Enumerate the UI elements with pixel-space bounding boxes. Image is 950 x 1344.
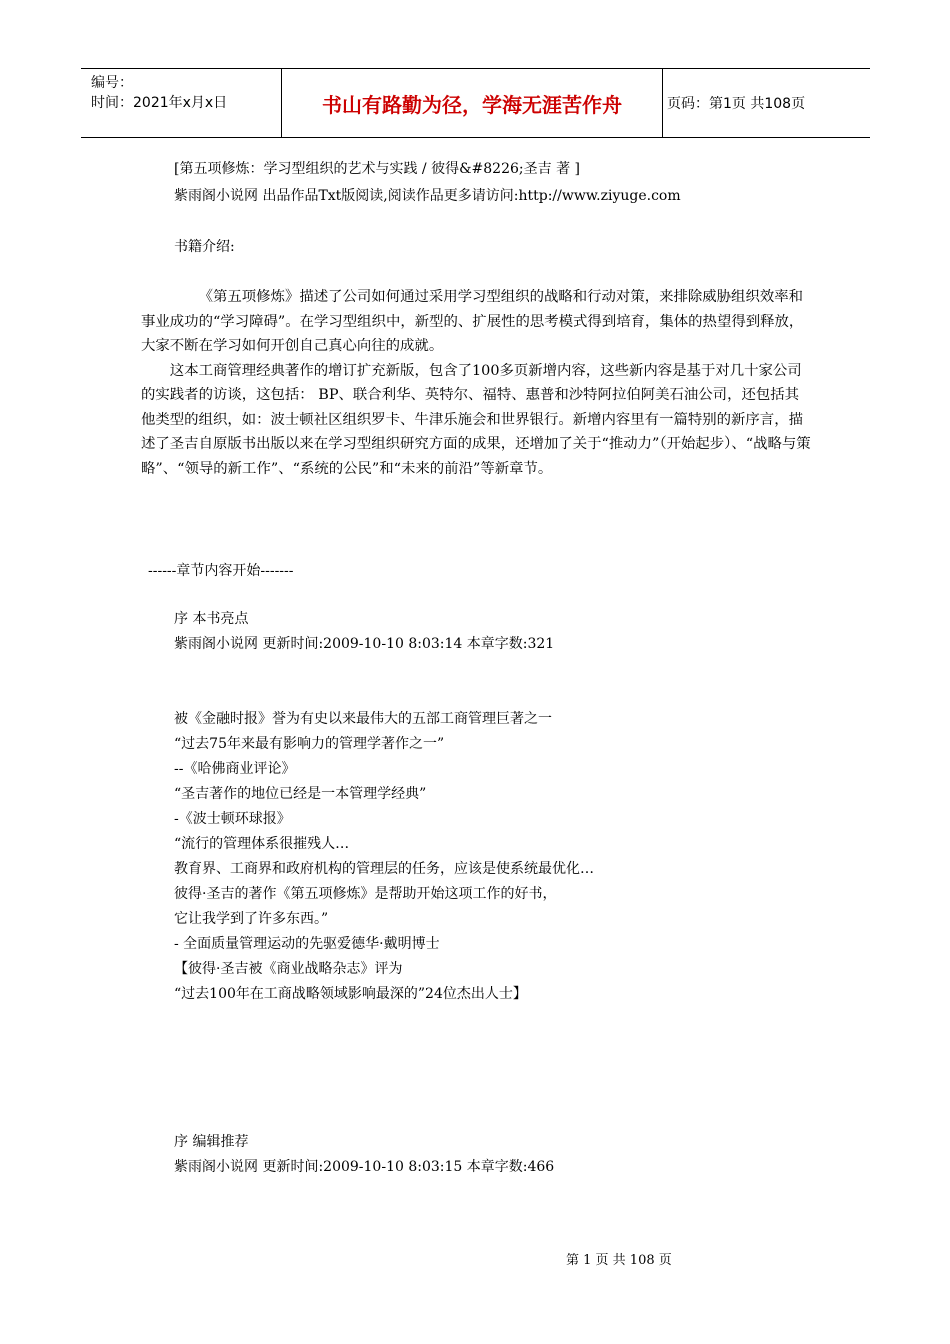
chapter-title: 序 本书亮点 [174,611,249,627]
highlight-line: 被《金融时报》誉为有史以来最伟大的五部工商管理巨著之一 [174,711,552,727]
intro-body [141,285,813,481]
header-motto: 书山有路勤为径，学海无涯苦作舟 [281,69,663,137]
highlight-line: “圣吉著作的地位已经是一本管理学经典” [174,786,427,802]
chapter-meta: 紫雨阁小说网 更新时间:2009-10-10 8:03:15 本章字数:466 [174,1159,555,1175]
intro-paragraph: 《第五项修炼》描述了公司如何通过采用学习型组织的战略和行动对策，来排除威胁组织效率和事业成功的“学习障碍”。在学习型组织中，新型的、扩展性的思考模式得到培育，集体的热望得到释放，大家不断在学习如何开创自己真心向往的成就。 [141,289,804,354]
page-footer: 第 1 页 共 108 页 [566,1253,672,1268]
page-header [81,68,870,138]
highlight-line: 它让我学到了许多东西。” [174,911,329,927]
highlight-line: “过去75年来最有影响力的管理学著作之一” [174,736,445,752]
highlight-line: -《波士顿环球报》 [174,811,291,827]
chapter-meta: 紫雨阁小说网 更新时间:2009-10-10 8:03:14 本章字数:321 [174,636,555,652]
source-line: 紫雨阁小说网 出品作品Txt版阅读,阅读作品更多请访问:http://www.ziyuge.com [174,188,681,204]
intro-heading: 书籍介绍: [174,239,235,255]
highlight-line: “流行的管理体系很摧残人… [174,836,350,852]
chapter-start-marker: ------章节内容开始------- [148,563,294,579]
highlight-line: - 全面质量管理运动的先驱爱德华·戴明博士 [174,936,440,952]
number-label: 编号： [91,75,133,91]
book-title-line: [第五项修炼：学习型组织的艺术与实践 / 彼得&#8226;圣吉 著 ] [174,161,580,177]
highlight-line: --《哈佛商业评论》 [174,761,296,777]
intro-paragraph: 这本工商管理经典著作的增订扩充新版，包含了100多页新增内容，这些新内容是基于对几十家公司的实践者的访谈，这包括： BP、联合利华、英特尔、福特、惠普和沙特阿拉伯阿美石油公司，还包括其他类型的组织，如：波士顿社区组织罗卡、牛津乐施会和世界银行。新增内容里有一篇特别的新序言，描述了圣吉自原版书出版以来在学习型组织研究方面的成果，还增加了关于“推动力”（开始起步）、“战略与策略”、“领导的新工作”、“系统的公民”和“未来的前沿”等新章节。 [141,362,811,477]
highlight-line: 【彼得·圣吉被《商业战略杂志》评为 [174,961,403,977]
highlight-line: 彼得·圣吉的著作《第五项修炼》是帮助开始这项工作的好书， [174,886,557,902]
highlight-line: “过去100年在工商战略领域影响最深的”24位杰出人士】 [174,986,527,1002]
header-meta [91,73,227,113]
highlight-line: 教育界、工商界和政府机构的管理层的任务，应该是使系统最优化… [174,861,594,877]
header-page-info: 页码：第1页 共108页 [667,96,806,112]
chapter-title: 序 编辑推荐 [174,1134,249,1150]
time-label: 时间：2021年x月x日 [91,95,228,111]
